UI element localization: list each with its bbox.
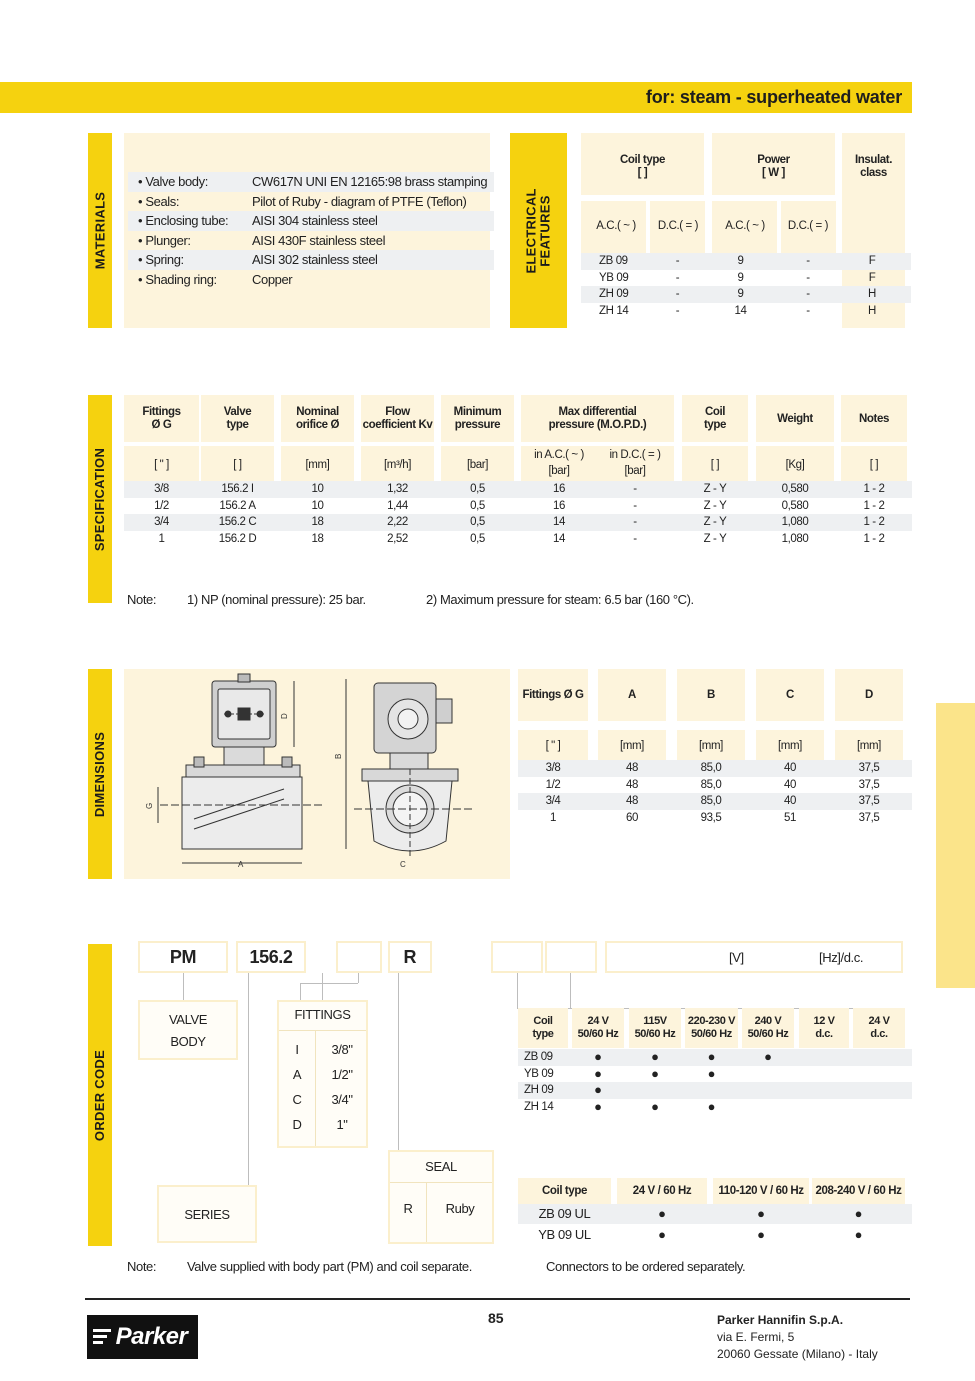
spec-cell: 18 bbox=[311, 516, 324, 528]
spec-unit: [bar] bbox=[466, 459, 488, 471]
spec-cell: 1 bbox=[158, 532, 165, 545]
company-address-2: 20060 Gessate (Milano) - Italy bbox=[717, 1347, 878, 1361]
dimension-header: B bbox=[707, 688, 715, 701]
dimension-cell: 3/8 bbox=[545, 762, 561, 774]
electrical-cell-coil: ZH 14 bbox=[599, 304, 629, 317]
coil-voltage-mark: ● bbox=[707, 1065, 716, 1081]
coil-voltage-mark: ● bbox=[594, 1098, 602, 1114]
spec-cell: Z - Y bbox=[703, 516, 727, 528]
spec-cell: 3/8 bbox=[154, 483, 169, 495]
spec-cell: 0,5 bbox=[470, 532, 485, 545]
power-header: Power [ W ] bbox=[757, 154, 790, 179]
spec-header: Nominal orifice Ø bbox=[295, 406, 340, 431]
code-box-coil-2 bbox=[545, 941, 597, 973]
order-note-1: Valve supplied with body part (PM) and coil separate. bbox=[187, 1259, 472, 1274]
coil-ac-label: A.C.( ~ ) bbox=[596, 220, 636, 232]
coil-voltage-mark: ● bbox=[707, 1049, 716, 1064]
coil-type-header: Coil type [ ] bbox=[620, 154, 665, 179]
dimension-cell: 60 bbox=[626, 811, 638, 824]
code-box-seal: R bbox=[388, 941, 432, 973]
material-row bbox=[128, 172, 494, 192]
dimension-cell: 37,5 bbox=[858, 795, 880, 807]
spec-unit: [m³/h] bbox=[384, 459, 411, 471]
material-value: AISI 302 stainless steel bbox=[252, 252, 378, 267]
spec-cell: - bbox=[633, 532, 637, 545]
material-value: CW617N UNI EN 12165:98 brass stamping bbox=[252, 174, 488, 189]
dimension-cell: 37,5 bbox=[858, 762, 880, 774]
material-row bbox=[128, 192, 494, 212]
material-label: • Seals: bbox=[138, 193, 180, 209]
order-code-section-label: ORDER CODE bbox=[92, 1049, 108, 1141]
material-label: • Spring: bbox=[138, 252, 184, 267]
electrical-cell-p_dc: - bbox=[806, 288, 810, 300]
spec-header: Valve type bbox=[223, 406, 252, 431]
electrical-cell-coil: YB 09 bbox=[599, 271, 629, 284]
spec-cell: 156.2 I bbox=[221, 483, 254, 495]
dimension-cell: 85,0 bbox=[700, 762, 722, 774]
banner-title: for: steam - superheated water bbox=[645, 87, 902, 107]
coil-voltage-header: 220-230 V 50/60 Hz bbox=[687, 1015, 736, 1040]
electrical-cell-p_ac: 9 bbox=[737, 255, 744, 267]
coil-voltage-mark: ● bbox=[651, 1065, 659, 1081]
spec-cell: 156.2 D bbox=[218, 532, 257, 545]
coil-voltage-mark: ● bbox=[651, 1098, 659, 1114]
coil-voltage-coil: YB 09 bbox=[524, 1067, 554, 1080]
company-address-1: via E. Fermi, 5 bbox=[717, 1330, 795, 1344]
code-box-coil-1 bbox=[491, 941, 543, 973]
spec-cell: 3/4 bbox=[154, 516, 169, 528]
material-label: • Plunger: bbox=[138, 232, 191, 248]
fitting-size: 1/2" bbox=[331, 1067, 353, 1082]
specification-sidebar bbox=[88, 395, 112, 603]
material-row bbox=[128, 231, 494, 251]
dimension-cell: 40 bbox=[784, 778, 796, 791]
dimension-cell: 1 bbox=[550, 811, 556, 824]
spec-cell: Z - Y bbox=[703, 499, 727, 512]
coil-voltage-header: 240 V 50/60 Hz bbox=[747, 1015, 789, 1040]
svg-text:D: D bbox=[280, 713, 289, 719]
electrical-cell-cls: H bbox=[868, 288, 876, 300]
electrical-cell-coil: ZB 09 bbox=[599, 255, 628, 267]
coil-voltage-coil: ZH 09 bbox=[524, 1084, 554, 1096]
footer-divider bbox=[85, 1298, 910, 1300]
ul-mark: ● bbox=[854, 1206, 863, 1221]
spec-cell: - bbox=[633, 499, 637, 512]
spec-unit: [mm] bbox=[305, 459, 330, 471]
seal-title: SEAL bbox=[425, 1159, 457, 1174]
coil-voltage-mark: ● bbox=[764, 1049, 772, 1064]
spec-header: Weight bbox=[777, 412, 813, 425]
spec-cell: 14 bbox=[553, 532, 565, 545]
spec-cell: 1,080 bbox=[781, 532, 809, 545]
material-row bbox=[128, 250, 494, 270]
coil-voltage-mark: ● bbox=[707, 1098, 716, 1114]
spec-note-label: Note: bbox=[127, 592, 157, 607]
dimension-header: Fittings Ø G bbox=[522, 688, 584, 701]
fitting-code: I bbox=[295, 1042, 299, 1057]
spec-unit-sub: [bar] bbox=[624, 465, 646, 477]
page-side-tab bbox=[936, 703, 975, 988]
frequency-unit: [Hz]/d.c. bbox=[819, 949, 864, 965]
order-note-label: Note: bbox=[127, 1259, 157, 1274]
material-label: • Valve body: bbox=[138, 174, 208, 189]
spec-cell: 0,5 bbox=[470, 499, 485, 512]
coil-voltage-header: 24 V 50/60 Hz bbox=[577, 1015, 619, 1040]
spec-unit: [ ] bbox=[233, 459, 242, 471]
fitting-code: D bbox=[292, 1117, 302, 1132]
spec-cell: 10 bbox=[311, 483, 324, 495]
electrical-cell-c_dc: - bbox=[675, 304, 680, 317]
dimensions-sidebar bbox=[88, 669, 112, 879]
materials-sidebar bbox=[88, 133, 112, 328]
electrical-cell-p_ac: 9 bbox=[737, 288, 744, 300]
fitting-code: A bbox=[292, 1067, 302, 1082]
dimension-cell: 51 bbox=[784, 811, 796, 824]
spec-cell: 1 - 2 bbox=[863, 532, 885, 545]
spec-cell: 1 - 2 bbox=[863, 483, 885, 495]
code-box-voltage bbox=[605, 941, 903, 973]
electrical-cell-cls: F bbox=[868, 255, 876, 267]
coil-voltage-header: Coil type bbox=[532, 1015, 554, 1040]
fitting-code: C bbox=[292, 1092, 302, 1107]
fittings-panel bbox=[277, 1000, 368, 1148]
code-box-series: 156.2 bbox=[236, 941, 306, 973]
spec-unit-sub: [bar] bbox=[548, 465, 570, 477]
ul-header: Coil type bbox=[542, 1184, 587, 1197]
svg-text:C: C bbox=[400, 860, 406, 869]
seal-panel bbox=[388, 1150, 494, 1244]
code-box-fitting bbox=[336, 941, 382, 973]
spec-unit: [ " ] bbox=[154, 459, 169, 471]
dimension-header: D bbox=[865, 688, 873, 701]
spec-cell: 1 - 2 bbox=[863, 516, 885, 528]
seal-row-name: Ruby bbox=[445, 1201, 475, 1216]
valve-drawing bbox=[124, 669, 510, 879]
electrical-cell-p_dc: - bbox=[806, 304, 810, 317]
coil-voltage-mark: ● bbox=[594, 1082, 602, 1097]
material-row bbox=[128, 270, 494, 290]
coil-voltage-mark: ● bbox=[594, 1065, 602, 1081]
spec-header: Flow coefficient Kv bbox=[362, 406, 433, 431]
spec-unit: in A.C.( ~ ) bbox=[534, 449, 584, 461]
dimension-cell: 40 bbox=[784, 762, 796, 774]
fitting-size: 1" bbox=[336, 1117, 348, 1132]
coil-voltage-mark: ● bbox=[594, 1049, 602, 1064]
spec-cell: 1/2 bbox=[154, 499, 169, 512]
spec-cell: - bbox=[633, 483, 637, 495]
spec-header: Fittings Ø G bbox=[142, 406, 181, 431]
spec-cell: 0,580 bbox=[781, 483, 809, 495]
spec-header: Coil type bbox=[703, 406, 727, 431]
order-code-sidebar bbox=[88, 944, 112, 1246]
company-name: Parker Hannifin S.p.A. bbox=[717, 1313, 844, 1327]
materials-section-label: MATERIALS bbox=[92, 191, 108, 270]
spec-unit: [Kg] bbox=[785, 459, 805, 471]
ul-header: 110-120 V / 60 Hz bbox=[718, 1184, 804, 1197]
electrical-cell-p_dc: - bbox=[806, 271, 810, 284]
ul-mark: ● bbox=[757, 1206, 765, 1221]
electrical-cell-p_ac: 9 bbox=[737, 271, 744, 284]
spec-header: Minimum pressure bbox=[453, 406, 502, 431]
spec-cell: 0,5 bbox=[470, 483, 485, 495]
spec-unit: [ ] bbox=[869, 459, 879, 471]
spec-cell: 156.2 A bbox=[219, 499, 256, 512]
dimension-unit: [mm] bbox=[778, 740, 802, 752]
fitting-size: 3/4" bbox=[331, 1092, 353, 1107]
spec-cell: Z - Y bbox=[703, 483, 727, 495]
ul-coil: ZB 09 UL bbox=[538, 1206, 591, 1221]
spec-cell: 1 - 2 bbox=[863, 499, 885, 512]
code-box-pm: PM bbox=[138, 941, 228, 973]
ul-mark: ● bbox=[658, 1227, 666, 1242]
material-value: Pilot of Ruby - diagram of PTFE (Teflon) bbox=[252, 193, 467, 209]
electrical-sidebar bbox=[510, 133, 567, 328]
electrical-section-label: ELECTRICAL FEATURES bbox=[523, 187, 553, 274]
specification-section-label: SPECIFICATION bbox=[92, 447, 108, 551]
page-number: 85 bbox=[488, 1310, 504, 1326]
spec-note-1: 1) NP (nominal pressure): 25 bar. bbox=[187, 592, 366, 607]
ul-coil: YB 09 UL bbox=[538, 1227, 591, 1242]
electrical-cell-coil: ZH 09 bbox=[599, 288, 629, 300]
material-row bbox=[128, 211, 494, 231]
valve-body-panel: VALVE BODY bbox=[138, 1000, 238, 1060]
spec-cell: 156.2 C bbox=[218, 516, 257, 528]
fittings-title: FITTINGS bbox=[294, 1007, 351, 1022]
fitting-size: 3/8" bbox=[331, 1042, 353, 1057]
dimension-cell: 48 bbox=[626, 778, 638, 791]
parker-logo: Parker bbox=[87, 1315, 198, 1359]
dimension-header: A bbox=[628, 688, 636, 701]
dimension-unit: [mm] bbox=[699, 740, 723, 752]
dimensions-section-label: DIMENSIONS bbox=[92, 731, 108, 817]
ul-header: 208-240 V / 60 Hz bbox=[815, 1184, 902, 1197]
spec-cell: 0,580 bbox=[781, 499, 809, 512]
coil-voltage-mark: ● bbox=[651, 1049, 659, 1064]
spec-header: Max differential pressure (M.O.P.D.) bbox=[548, 406, 647, 431]
spec-unit: in D.C.( = ) bbox=[609, 449, 661, 461]
dimension-cell: 37,5 bbox=[858, 778, 880, 791]
dimension-unit: [mm] bbox=[857, 740, 881, 752]
order-note-2: Connectors to be ordered separately. bbox=[546, 1259, 746, 1274]
electrical-cell-c_dc: - bbox=[675, 255, 680, 267]
svg-text:B: B bbox=[334, 753, 343, 759]
spec-cell: 18 bbox=[311, 532, 324, 545]
dimension-cell: 40 bbox=[784, 795, 796, 807]
dimension-cell: 1/2 bbox=[545, 778, 561, 791]
seal-row-code: R bbox=[403, 1201, 413, 1216]
coil-voltage-coil: ZB 09 bbox=[524, 1051, 553, 1063]
voltage-unit: [V] bbox=[729, 949, 744, 965]
spec-cell: 0,5 bbox=[470, 516, 485, 528]
dimension-unit: [ " ] bbox=[545, 740, 561, 752]
electrical-cell-p_ac: 14 bbox=[734, 304, 747, 317]
electrical-cell-c_dc: - bbox=[675, 271, 680, 284]
spec-cell: 2,52 bbox=[387, 532, 408, 545]
electrical-cell-cls: F bbox=[868, 271, 876, 284]
dimension-unit: [mm] bbox=[620, 740, 644, 752]
dimension-cell: 93,5 bbox=[700, 811, 722, 824]
electrical-cell-cls: H bbox=[868, 304, 876, 317]
spec-cell: 1,32 bbox=[387, 483, 408, 495]
spec-cell: 16 bbox=[553, 483, 565, 495]
material-value: AISI 304 stainless steel bbox=[252, 213, 378, 228]
coil-voltage-header: 12 V d.c. bbox=[813, 1015, 835, 1040]
material-value: Copper bbox=[252, 271, 293, 287]
dimension-cell: 48 bbox=[626, 762, 638, 774]
svg-text:A: A bbox=[238, 860, 244, 869]
spec-cell: Z - Y bbox=[703, 532, 727, 545]
spec-cell: 14 bbox=[553, 516, 565, 528]
dimension-cell: 85,0 bbox=[700, 795, 722, 807]
ul-mark: ● bbox=[658, 1206, 666, 1221]
svg-text:G: G bbox=[145, 802, 154, 809]
power-ac-label: A.C.( ~ ) bbox=[725, 220, 765, 232]
dimension-header: C bbox=[786, 688, 794, 701]
material-value: AISI 430F stainless steel bbox=[252, 232, 386, 248]
spec-cell: 16 bbox=[553, 499, 565, 512]
power-dc-label: D.C.( = ) bbox=[787, 220, 829, 232]
dimension-cell: 3/4 bbox=[545, 795, 561, 807]
material-label: • Shading ring: bbox=[138, 271, 217, 287]
spec-cell: 2,22 bbox=[387, 516, 408, 528]
dimension-cell: 37,5 bbox=[858, 811, 880, 824]
ul-header: 24 V / 60 Hz bbox=[632, 1184, 692, 1197]
spec-cell: 1,080 bbox=[781, 516, 809, 528]
ul-mark: ● bbox=[757, 1227, 765, 1242]
dimension-cell: 85,0 bbox=[700, 778, 722, 791]
electrical-cell-p_dc: - bbox=[806, 255, 810, 267]
ul-mark: ● bbox=[854, 1227, 863, 1242]
spec-cell: 1,44 bbox=[387, 499, 408, 512]
spec-cell: 10 bbox=[311, 499, 324, 512]
insulation-header: Insulat. class bbox=[854, 154, 893, 179]
spec-unit: [ ] bbox=[710, 459, 720, 471]
coil-dc-label: D.C.( = ) bbox=[657, 220, 699, 232]
coil-voltage-header: 115V 50/60 Hz bbox=[634, 1015, 676, 1040]
series-panel: SERIES bbox=[157, 1185, 257, 1243]
title-banner bbox=[0, 82, 912, 113]
dimension-cell: 48 bbox=[626, 795, 638, 807]
material-label: • Enclosing tube: bbox=[138, 213, 229, 228]
electrical-cell-c_dc: - bbox=[675, 288, 680, 300]
coil-voltage-coil: ZH 14 bbox=[524, 1100, 554, 1113]
spec-note-2: 2) Maximum pressure for steam: 6.5 bar (160 °C). bbox=[426, 592, 694, 607]
coil-voltage-header: 24 V d.c. bbox=[868, 1015, 890, 1040]
spec-cell: - bbox=[633, 516, 637, 528]
spec-header: Notes bbox=[859, 412, 889, 425]
